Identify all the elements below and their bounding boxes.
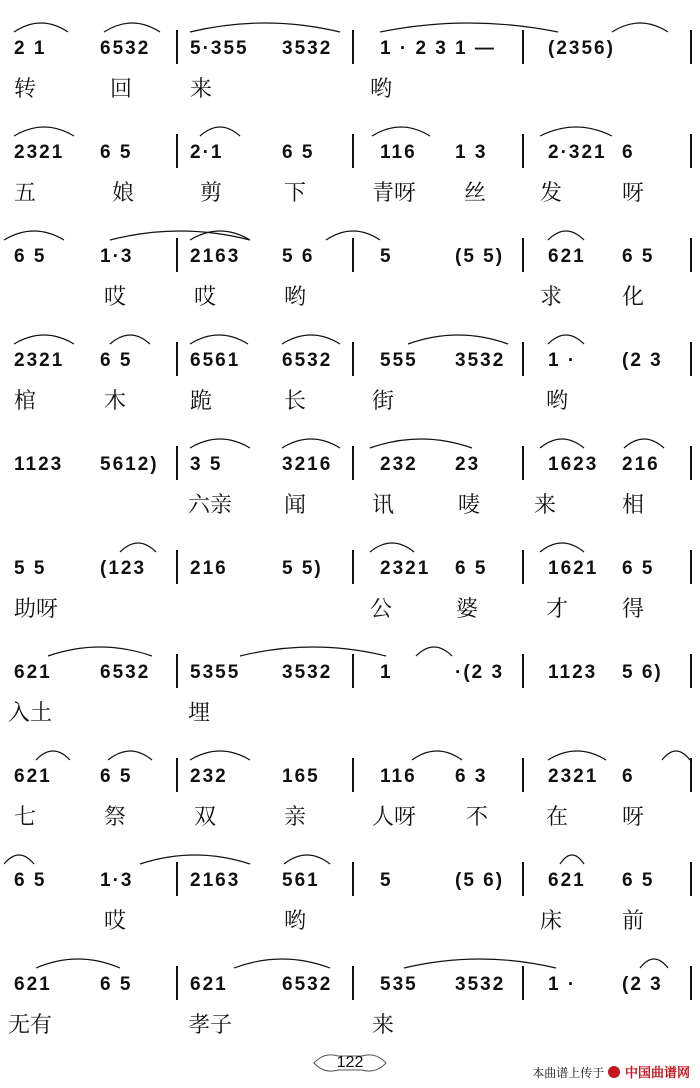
note-group: 165 bbox=[282, 766, 320, 787]
lyric-word: 唛 bbox=[458, 493, 481, 518]
note-group: 2321 bbox=[548, 766, 599, 787]
note-group: 1 bbox=[380, 662, 393, 683]
lyrics-line bbox=[0, 1008, 700, 1042]
lyric-word: 公 bbox=[370, 597, 393, 622]
note-group: 6561 bbox=[190, 350, 241, 371]
lyric-word: 化 bbox=[622, 285, 645, 310]
note-group: 216 bbox=[190, 558, 228, 579]
note-group: 3532 bbox=[455, 350, 506, 371]
note-group: (5 5) bbox=[455, 246, 505, 267]
note-group: 2163 bbox=[190, 246, 241, 267]
lyric-word: 剪 bbox=[200, 181, 223, 206]
lyric-word: 发 bbox=[540, 181, 563, 206]
note-group: 5 bbox=[380, 246, 393, 267]
bar-line bbox=[522, 446, 524, 480]
notation-line bbox=[0, 426, 700, 486]
note-group: 6 5 bbox=[282, 142, 315, 163]
lyrics-line bbox=[0, 72, 700, 106]
bar-line bbox=[690, 862, 692, 896]
lyrics-line bbox=[0, 592, 700, 626]
score-row bbox=[0, 218, 700, 322]
lyric-word: 棺 bbox=[14, 389, 37, 414]
bar-line bbox=[352, 966, 354, 1000]
lyric-word: 前 bbox=[622, 909, 645, 934]
lyric-word: 在 bbox=[546, 805, 569, 830]
lyrics-line bbox=[0, 384, 700, 418]
note-group: 6 5 bbox=[14, 246, 47, 267]
lyric-word: 埋 bbox=[188, 701, 211, 726]
bar-line bbox=[690, 134, 692, 168]
score-row bbox=[0, 322, 700, 426]
note-group: 6 5 bbox=[455, 558, 488, 579]
bar-line bbox=[176, 758, 178, 792]
note-group: 1621 bbox=[548, 558, 599, 579]
bar-line bbox=[352, 862, 354, 896]
note-group: ·(2 3 bbox=[455, 662, 505, 683]
notation-line bbox=[0, 946, 700, 1006]
notation-line bbox=[0, 530, 700, 590]
note-group: 1 · bbox=[548, 350, 577, 371]
lyric-word: 讯 bbox=[372, 493, 395, 518]
bar-line bbox=[176, 862, 178, 896]
note-group: 3532 bbox=[455, 974, 506, 995]
bar-line bbox=[522, 30, 524, 64]
bar-line bbox=[176, 238, 178, 272]
lyric-word: 双 bbox=[194, 805, 217, 830]
lyric-word: 哟 bbox=[370, 77, 393, 102]
lyric-word: 来 bbox=[372, 1013, 395, 1038]
note-group: 6 5 bbox=[14, 870, 47, 891]
note-group: 3216 bbox=[282, 454, 333, 475]
note-group: 5 6) bbox=[622, 662, 663, 683]
lyric-word: 入土 bbox=[8, 701, 53, 726]
note-group: 2·321 bbox=[548, 142, 607, 163]
lyric-word: 回 bbox=[110, 77, 133, 102]
bar-line bbox=[176, 134, 178, 168]
note-group: 5 5 bbox=[14, 558, 47, 579]
note-group: 5·355 bbox=[190, 38, 249, 59]
notation-line bbox=[0, 114, 700, 174]
lyric-word: 人呀 bbox=[372, 805, 417, 830]
bar-line bbox=[352, 30, 354, 64]
source-text: 本曲谱上传于 bbox=[532, 1066, 605, 1080]
note-group: 232 bbox=[190, 766, 228, 787]
score-row bbox=[0, 946, 700, 1050]
note-group: 6 5 bbox=[100, 974, 133, 995]
note-group: 621 bbox=[14, 662, 52, 683]
bar-line bbox=[690, 30, 692, 64]
bar-line bbox=[522, 758, 524, 792]
lyric-word: 婆 bbox=[456, 597, 479, 622]
note-group: 5 bbox=[380, 870, 393, 891]
lyric-word: 转 bbox=[14, 77, 37, 102]
score-row bbox=[0, 634, 700, 738]
lyric-word: 长 bbox=[284, 389, 307, 414]
note-group: 23 bbox=[455, 454, 481, 475]
lyric-word: 呀 bbox=[622, 181, 645, 206]
note-group: 3 5 bbox=[190, 454, 223, 475]
note-group: 6 5 bbox=[622, 870, 655, 891]
page-number-text: 122 bbox=[336, 1054, 364, 1071]
bar-line bbox=[690, 758, 692, 792]
lyric-word: 青呀 bbox=[372, 181, 417, 206]
bar-line bbox=[176, 446, 178, 480]
note-group: 2321 bbox=[380, 558, 431, 579]
bar-line bbox=[352, 758, 354, 792]
note-group: 6 5 bbox=[100, 350, 133, 371]
score-row bbox=[0, 738, 700, 842]
note-group: 116 bbox=[380, 766, 417, 787]
note-group: 1·3 bbox=[100, 246, 134, 267]
note-group: 2 1 bbox=[14, 38, 47, 59]
bar-line bbox=[522, 134, 524, 168]
bar-line bbox=[352, 446, 354, 480]
bar-line bbox=[352, 342, 354, 376]
note-group: 216 bbox=[622, 454, 660, 475]
lyric-word: 街 bbox=[372, 389, 395, 414]
note-group: 621 bbox=[548, 246, 586, 267]
upload-source bbox=[532, 1062, 690, 1081]
lyric-word: 得 bbox=[622, 597, 645, 622]
lyrics-line bbox=[0, 696, 700, 730]
notation-line bbox=[0, 842, 700, 902]
lyric-word: 无有 bbox=[8, 1013, 53, 1038]
lyric-word: 哟 bbox=[284, 285, 307, 310]
note-group: 1 — bbox=[455, 38, 496, 59]
lyric-word: 相 bbox=[622, 493, 645, 518]
note-group: (2 3 bbox=[622, 974, 663, 995]
lyric-word: 木 bbox=[104, 389, 127, 414]
note-group: 232 bbox=[380, 454, 418, 475]
lyrics-line bbox=[0, 176, 700, 210]
lyric-word: 助呀 bbox=[14, 597, 59, 622]
note-group: 621 bbox=[14, 974, 52, 995]
site-brand: 中国曲谱网 bbox=[624, 1065, 690, 1080]
note-group: 621 bbox=[14, 766, 52, 787]
notation-line bbox=[0, 218, 700, 278]
note-group: 5355 bbox=[190, 662, 241, 683]
notation-line bbox=[0, 322, 700, 382]
lyric-word: 丝 bbox=[464, 181, 487, 206]
note-group: 1 · 2 3 bbox=[380, 38, 448, 59]
notation-line bbox=[0, 10, 700, 70]
note-group: 116 bbox=[380, 142, 417, 163]
bar-line bbox=[690, 966, 692, 1000]
bar-line bbox=[522, 654, 524, 688]
lyric-word: 亲 bbox=[284, 805, 307, 830]
bar-line bbox=[690, 654, 692, 688]
bar-line bbox=[176, 654, 178, 688]
note-group: 6 bbox=[622, 142, 635, 163]
note-group: (2356) bbox=[548, 38, 615, 59]
note-group: 6 5 bbox=[100, 142, 133, 163]
score-row bbox=[0, 10, 700, 114]
bar-line bbox=[690, 446, 692, 480]
note-group: 2163 bbox=[190, 870, 241, 891]
note-group: 1123 bbox=[548, 662, 598, 683]
bar-line bbox=[352, 654, 354, 688]
lyric-word: 哟 bbox=[546, 389, 569, 414]
lyric-word: 不 bbox=[466, 805, 489, 830]
bar-line bbox=[352, 134, 354, 168]
lyrics-line bbox=[0, 280, 700, 314]
note-group: 6532 bbox=[100, 38, 151, 59]
note-group: 6 5 bbox=[100, 766, 133, 787]
lyric-word: 哎 bbox=[104, 909, 127, 934]
lyric-word: 孝子 bbox=[188, 1013, 233, 1038]
lyrics-line bbox=[0, 904, 700, 938]
note-group: 6532 bbox=[282, 350, 333, 371]
note-group: (123 bbox=[100, 558, 147, 579]
lyric-word: 呀 bbox=[622, 805, 645, 830]
note-group: 1623 bbox=[548, 454, 599, 475]
notation-line bbox=[0, 738, 700, 798]
bar-line bbox=[522, 862, 524, 896]
note-group: 5612) bbox=[100, 454, 159, 475]
note-group: 3532 bbox=[282, 662, 333, 683]
bar-line bbox=[176, 30, 178, 64]
lyric-word: 跪 bbox=[190, 389, 213, 414]
note-group: 1·3 bbox=[100, 870, 134, 891]
score-row bbox=[0, 530, 700, 634]
note-group: 1 · bbox=[548, 974, 577, 995]
page-number bbox=[310, 1054, 390, 1072]
note-group: 621 bbox=[190, 974, 228, 995]
note-group: 555 bbox=[380, 350, 418, 371]
lyric-word: 哎 bbox=[104, 285, 127, 310]
note-group: 621 bbox=[548, 870, 586, 891]
lyric-word: 祭 bbox=[104, 805, 127, 830]
lyrics-line bbox=[0, 488, 700, 522]
bar-line bbox=[176, 550, 178, 584]
note-group: 2·1 bbox=[190, 142, 224, 163]
bar-line bbox=[690, 342, 692, 376]
bar-line bbox=[522, 342, 524, 376]
lyric-word: 哎 bbox=[194, 285, 217, 310]
lyric-word: 来 bbox=[534, 493, 557, 518]
lyric-word: 六亲 bbox=[188, 493, 233, 518]
bar-line bbox=[176, 342, 178, 376]
bar-line bbox=[176, 966, 178, 1000]
lyric-word: 闻 bbox=[284, 493, 307, 518]
site-logo-icon bbox=[608, 1066, 620, 1078]
bar-line bbox=[352, 238, 354, 272]
note-group: (5 6) bbox=[455, 870, 505, 891]
note-group: 6 5 bbox=[622, 558, 655, 579]
note-group: 1123 bbox=[14, 454, 64, 475]
note-group: (2 3 bbox=[622, 350, 663, 371]
lyric-word: 五 bbox=[14, 181, 37, 206]
note-group: 1 3 bbox=[455, 142, 488, 163]
score-row bbox=[0, 842, 700, 946]
note-group: 6532 bbox=[100, 662, 151, 683]
score-row bbox=[0, 426, 700, 530]
note-group: 2321 bbox=[14, 350, 65, 371]
lyric-word: 七 bbox=[14, 805, 37, 830]
bar-line bbox=[522, 550, 524, 584]
note-group: 3532 bbox=[282, 38, 333, 59]
lyric-word: 娘 bbox=[112, 181, 135, 206]
note-group: 2321 bbox=[14, 142, 65, 163]
lyric-word: 来 bbox=[190, 77, 213, 102]
bar-line bbox=[522, 966, 524, 1000]
note-group: 5 6 bbox=[282, 246, 315, 267]
note-group: 561 bbox=[282, 870, 320, 891]
lyrics-line bbox=[0, 800, 700, 834]
notation-line bbox=[0, 634, 700, 694]
lyric-word: 下 bbox=[284, 181, 307, 206]
bar-line bbox=[352, 550, 354, 584]
note-group: 535 bbox=[380, 974, 418, 995]
lyric-word: 哟 bbox=[284, 909, 307, 934]
bar-line bbox=[690, 238, 692, 272]
score-row bbox=[0, 114, 700, 218]
note-group: 6 5 bbox=[622, 246, 655, 267]
note-group: 6532 bbox=[282, 974, 333, 995]
bar-line bbox=[522, 238, 524, 272]
note-group: 6 bbox=[622, 766, 635, 787]
bar-line bbox=[690, 550, 692, 584]
note-group: 6 3 bbox=[455, 766, 488, 787]
note-group: 5 5) bbox=[282, 558, 323, 579]
lyric-word: 床 bbox=[540, 909, 563, 934]
lyric-word: 才 bbox=[546, 597, 569, 622]
lyric-word: 求 bbox=[540, 285, 563, 310]
